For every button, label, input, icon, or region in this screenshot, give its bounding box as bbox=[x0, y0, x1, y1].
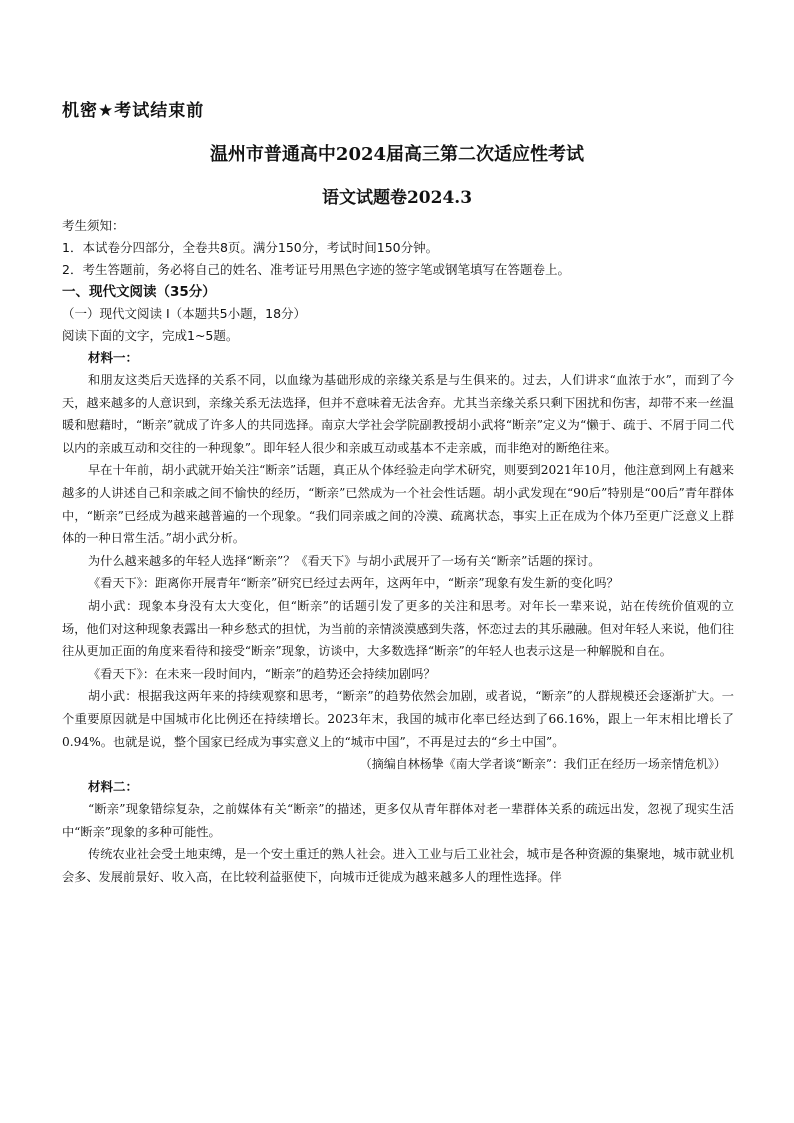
material-two-paragraph: 传统农业社会受土地束缚，是一个安土重迁的熟人社会。进入工业与后工业社会，城市是各种资源的集聚地，城市就业机会多、发展前景好、收入高，在比较利益驱使下，向城市迁徙成为越来越多人的理性选择。伴 bbox=[62, 847, 734, 884]
material-two-label: 材料二： bbox=[88, 779, 139, 795]
material-one-paragraph: 和朋友这类后天选择的关系不同，以血缘为基础形成的亲缘关系是与生俱来的。过去，人们讲求“血浓于水”，而到了今天，越来越多的人意识到，亲缘关系无法选择，但并不意味着无法舍弃。尤其当亲缘关系只剩下困扰和伤害，却带不来一丝温暖和慰藉时，“断亲”就成了许多人的共同选择。南京大学社会学院副教授胡小武将“断亲”定义为“懒于、疏于、不屑于同二代以内的亲戚互动和交往的一种现象”。即年轻人很少和亲戚互动或基本不走亲戚，而非绝对的断绝往来。 bbox=[62, 373, 734, 455]
interview-question: 《看天下》：在未来一段时间内，“断亲”的趋势还会持续加剧吗？ bbox=[88, 666, 436, 681]
interview-question: 《看天下》：距离你开展青年“断亲”研究已经过去两年，这两年中，“断亲”现象有发生新的变化吗？ bbox=[88, 576, 619, 591]
material-one-label: 材料一： bbox=[88, 350, 139, 365]
section-heading: 一、现代文阅读（35分） bbox=[62, 284, 216, 300]
interview-answer: 胡小武：现象本身没有太大变化，但“断亲”的话题引发了更多的关注和思考。对年长一辈来说，站在传统价值观的立场，他们对这种现象表露出一种乡愁式的担忧，为当前的亲情淡漠感到失落，怀恋过去的其乐融融。但对年轻人来说，他们往往从更加正面的角度来看待和接受“断亲”现象，访谈中，大多数选择“断亲”的年轻人也表示这是一种解脱和自在。 bbox=[62, 598, 734, 659]
confidential-label: 机密★考试结束前 bbox=[62, 101, 205, 121]
material-one-paragraph: 早在十年前，胡小武就开始关注“断亲”话题，真正从个体经验走向学术研究，则要到2021年10月，他注意到网上有越来越多的人讲述自己和亲戚之间不愉快的经历，“断亲”已然成为一个社会性话题。胡小武发现在“90后”特别是“00后”青年群体中，“断亲”已经成为越来越普遍的一个现象。“我们同亲戚之间的冷漠、疏离状态，事实上正在成为个体乃至更广泛意义上群体的一种日常生活。”胡小武分析。 bbox=[62, 463, 734, 546]
exam-body bbox=[62, 215, 734, 888]
material-two-paragraph: “断亲”现象错综复杂，之前媒体有关“断亲”的描述，更多仅从青年群体对老一辈群体关系的疏远出发，忽视了现实生活中“断亲”现象的多种可能性。 bbox=[62, 802, 734, 839]
reading-instruction: 阅读下面的文字，完成1~5题。 bbox=[62, 328, 239, 343]
material-one-source: （摘编自林杨挚《南大学者谈“断亲”：我们正在经历一场亲情危机》） bbox=[359, 757, 726, 772]
interview-answer: 胡小武：根据我这两年来的持续观察和思考，“断亲”的趋势依然会加剧，或者说，“断亲”的人群规模还会逐渐扩大。一个重要原因就是中国城市化比例还在持续增长。2023年末，我国的城市化率已经达到了66.16%，跟上一年末相比增长了0.94%。也就是说，整个国家已经成为事实意义上的“城市中国”，不再是过去的“乡土中国”。 bbox=[62, 689, 734, 749]
exam-title: 温州市普通高中2024届高三第二次适应性考试 bbox=[209, 144, 585, 165]
notice-heading: 考生须知： bbox=[62, 218, 125, 233]
material-one-paragraph: 为什么越来越多的年轻人选择“断亲”？《看天下》与胡小武展开了一场有关“断亲”话题的探讨。 bbox=[88, 553, 601, 568]
notice-item: 1．本试卷分四部分，全卷共8页。满分150分，考试时间150分钟。 bbox=[62, 240, 439, 255]
sub-section-heading: （一）现代文阅读 I（本题共5小题，18分） bbox=[62, 306, 307, 321]
exam-subtitle: 语文试题卷2024.3 bbox=[321, 188, 473, 208]
notice-item: 2．考生答题前，务必将自己的姓名、准考证号用黑色字迹的签字笔或钢笔填写在答题卷上。 bbox=[62, 262, 570, 277]
